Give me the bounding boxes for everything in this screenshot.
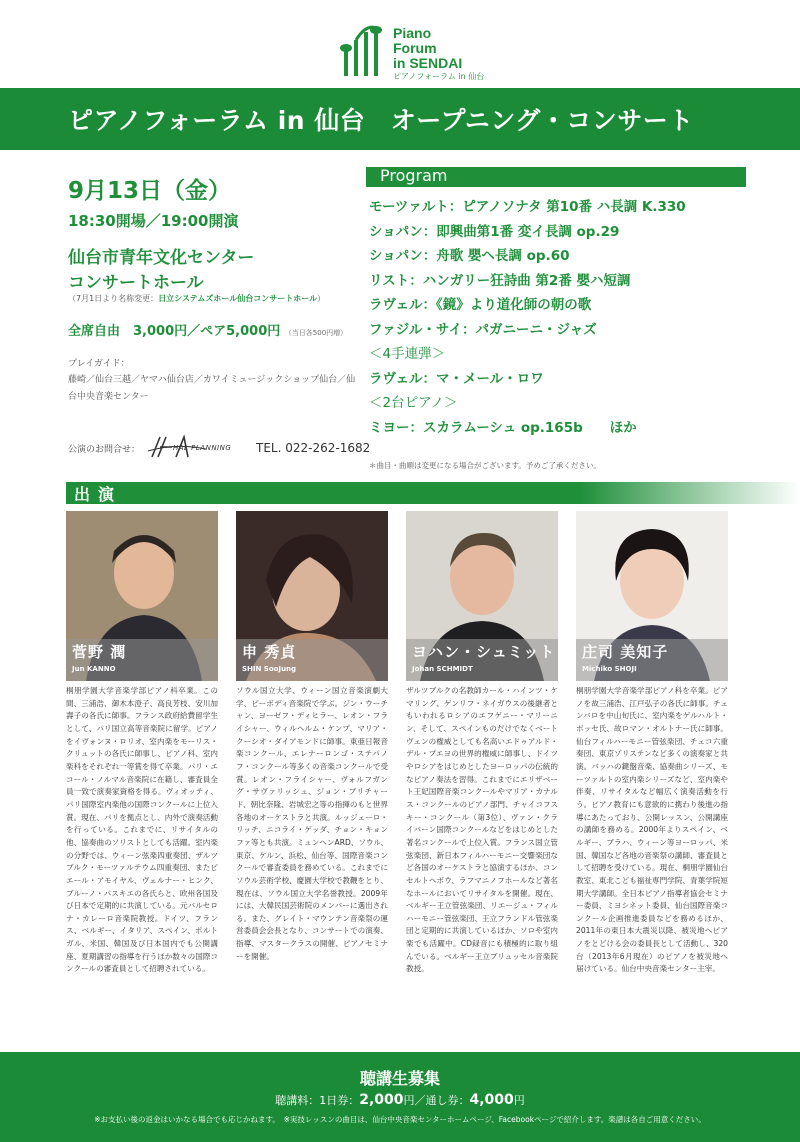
title-banner xyxy=(0,88,800,150)
four-hands-heading: ＜4手連弾＞ xyxy=(369,346,446,362)
cast-heading: 出演 xyxy=(74,485,123,504)
artist-card xyxy=(66,511,218,976)
venue-name: 仙台市青年文化センター xyxy=(68,248,255,268)
venue-rename-note: （7月1日より名称変更：日立システムズホール仙台コンサートホール） xyxy=(68,294,326,303)
artist-photo xyxy=(66,511,218,681)
organizer-name: HAL PLANNING xyxy=(173,444,232,452)
program-item: ショパン：舟歌 嬰ヘ長調 op.60 xyxy=(369,248,570,264)
artist-photo xyxy=(406,511,558,681)
program-list xyxy=(369,195,769,440)
auditor-footer xyxy=(0,1052,800,1142)
program-heading: Program xyxy=(380,166,448,185)
artist-name-jp: 菅野 潤 xyxy=(72,643,127,661)
artist-name-en: Johan SCHMIDT xyxy=(412,665,473,673)
cast-heading-bar xyxy=(66,482,800,504)
artist-bio: ザルツブルクの名教師カール・ハインツ・ケマリング、ゲンリフ・ネイガウスの後継者ともいわれるロシアのエフゲニー・マリーニン、そして、スペインものだけでなくベートヴェンの権威としても名高いエドゥアルド・デル・プエヨの世界的権威に師事し、ドイツやロシアをはじめとしたヨーロッパの伝統的なピアノ奏法を習得。これまでにエリザベート王妃国際音楽コンクールやマリア・カナルス・コンクールのピアノ部門、チャイコフスキー・コンクール（第3位）、ヴァン・クライバーン国際コンクールなどをはじめとした著名コンクールで上位入賞。フランス国立管弦楽団、新日本フィルハーモニー交響楽団など各国のオーケストラと協演するほか、コンセルトヘボウ、ラフマニノフホールなど著名なホールにおいてリサイタルを開催。現在、ベルギー王立管弦楽団、リエージュ・フィルハーモニー管弦楽団、王立フランドル管弦楽団と定期的に共演しているほか、ソロや室内楽でも活躍中。CD録音にも積極的に取り組んでいる。ベルギー王立ブリュッセル音楽院教授。 xyxy=(406,686,558,974)
program-item: ショパン：即興曲第1番 変イ長調 op.29 xyxy=(369,223,620,240)
program-item: ファジル・サイ：パガニーニ・ジャズ xyxy=(369,321,597,338)
event-date: 9月13日（金） xyxy=(68,178,232,204)
artist-card xyxy=(406,511,558,976)
artist-card xyxy=(576,511,728,976)
program-item: ラヴェル：マ・メール・ロワ xyxy=(369,370,544,387)
footer-title: 聴講生募集 xyxy=(359,1069,440,1088)
artist-name-jp: 庄司 美知子 xyxy=(582,643,669,661)
program-heading-bar xyxy=(366,167,746,187)
artist-photo xyxy=(236,511,388,681)
artist-name-jp: 申 秀貞 xyxy=(242,643,297,661)
artist-nameplate xyxy=(576,639,728,681)
program-note: ＊曲目・曲順は変更になる場合がございます。予めご了承ください。 xyxy=(369,461,601,470)
ticket-price: 全席自由 3,000円／ペア5,000円 （当日各500円増） xyxy=(68,324,348,339)
footer-note: ※お支払い後の返金はいかなる場合でも応じかねます。 ※実技レッスンの曲目は、仙台中央音楽センターホームページ、Facebookページで紹介します。楽譜は各自ご用意ください。 xyxy=(94,1115,706,1124)
contact-info xyxy=(68,433,371,463)
contact-label: 公演のお問合せ： xyxy=(68,445,141,455)
artist-bio: ソウル国立大学、ウィーン国立音楽演劇大学、ピーボディ音楽院で学ぶ。ジン・ウーチャン、ヨーゼフ・ディヒラー、レオン・フライシャー、ウィルヘルム・ケンプ、マリア・クーシオ・ダイアモンドに師事。東亜日報音楽コンクール、エレナーロンゴ・ステパノフ・コンクール等多くの音楽コンクールで受賞。レオン・フライシャー、ヴォルフガング・サヴァリッシュ、ジョン・ブリチャード、朝比奈隆、岩城宏之等の指揮のもと世界各地のオーケストラと共演。ルッジェーロ・リッチ、ニコライ・ゲッダ、チョン・キョンファ等とも共演。ミュンヘンARD、ソウル、東京、ケルン、浜松、仙台等、国際音楽コンクールで審査委員を務めている。これまでにソウル芸術学校、慶園大学校で教鞭をとり、現在は、ソウル国立大学名誉教授。2009年には、大韓民国芸術院のメンバーに選出される。また、グレイト・マウンテン音楽祭の運営委員会会長となり、コンサートでの演奏、指導、マスタークラスの開催、ピアノセミナーを開催。 xyxy=(236,686,388,961)
logo-text: Piano Forum in SENDAI xyxy=(393,25,463,71)
artist-bio: 桐朋学園大学音楽学部ピアノ科を卒業。ピアノを故三浦浩、江戸弘子の各氏に師事。チェンバロを中山旬氏に、室内楽をゲルハルト・ボッセ氏、故ロマン・オルトナー氏に師事。仙台フィルハーモニー管弦楽団、チェコ六重奏団、東京ゾリステンなど多くの演奏家と共演。バッハの鍵盤音楽、協奏曲シリーズ、モーツァルトの室内楽シリーズなど、室内楽や伴奏、リサイタルなど幅広く演奏活動を行う。ピアノ教育にも意欲的に携わり後進の指導にあたっており、公開レッスン、公開講座の講師を務める。2000年よりスペイン、ベルギー、ブラハ、ウィーン等ヨーロッパ、米国、韓国など各地の音楽祭の講師、審査員として招聘を受けている。現在、桐朋学園仙台教室、東北こども福祉専門学院、青葉学院短期大学講師。全日本ピアノ指導者協会セミナー委員、ミヨシネット委員、仙台国際音楽コンクール企画推進委員などを務めるほか、2011年の東日本大震災以降、被災地へピアノをとどける会の委員長として活動し、320台（2013年6月現在）のピアノを被災地へ届けている。仙台中央音楽センター主宰。 xyxy=(576,686,728,974)
artist-photo xyxy=(576,511,728,681)
artist-name-jp: ヨハン・シュミット xyxy=(412,643,556,661)
two-pianos-heading: ＜2台ピアノ＞ xyxy=(369,395,458,411)
program-item: モーツァルト：ピアノソナタ 第10番 ハ長調 K.330 xyxy=(369,199,686,215)
artist-name-en: Jun KANNO xyxy=(72,665,116,673)
artist-name-en: Michiko SHOJI xyxy=(582,665,637,673)
artist-nameplate xyxy=(66,639,218,681)
program-item: ミヨー：スカラムーシュ op.165b ほか xyxy=(369,419,637,436)
program-item: リスト：ハンガリー狂詩曲 第2番 嬰ハ短調 xyxy=(369,272,631,289)
artist-name-en: SHIN SooJung xyxy=(242,665,297,673)
page-title: ピアノフォーラム in 仙台 オープニング・コンサート xyxy=(68,106,694,135)
playguide-list: 藤崎／仙台三越／ヤマハ仙台店／カワイミュージックショップ仙台／仙台中央音楽センター xyxy=(68,375,356,402)
venue-hall: コンサートホール xyxy=(68,273,204,293)
event-time: 18:30開場／19:00開演 xyxy=(68,212,239,230)
program-item: ラヴェル：《鏡》より道化師の朝の歌 xyxy=(369,297,592,313)
artist-bio: 桐朋学園大学音楽学部ピアノ科卒業。この間、三浦浩、御木本澄子、高良芳枝、安川加壽子の各氏に師事。フランス政府給費留学生として、パリ国立高等音楽院に留学。ピアノをイヴォンヌ・ロリオ、室内楽をモーリス・クリュットの各氏に師事し、ピアノ科、室内楽科をそれぞれ一等賞を得て卒業。パリ・エコール・ノルマル音楽院に在籍し、審査員全員一致で演奏家資格を得る。ヴィオッティ、パリ国際室内楽他の国際コンクールに上位入賞。現在、パリを拠点とし、内外で演奏活動を行っている。これまでに、リサイタルの他、協奏曲のソリストとしても活躍。室内楽の分野では、ウィーン弦楽四重奏団、ザルツブルク・モーツァルテウム四重奏団、またピエール・アモイヤル、ヴェルナー・ヒンク、ブルーノ・パスキエの各氏らと、欧州各国及び日本で定期的に共演している。元バルセロナ・カレーロ音楽院教授。ドイツ、フランス、ベルギー、イタリア、スペイン、ポルトガル、米国、韓国及び日本国内でも公開講座、夏期講習の指導を行うほか数々の国際コンクールの審査員として招聘されている。 xyxy=(66,686,218,974)
artist-card xyxy=(236,511,388,963)
playguide-label: プレイガイド： xyxy=(68,359,130,369)
artist-nameplate xyxy=(236,639,388,681)
artist-nameplate xyxy=(406,639,558,681)
logo-subtitle: ピアノフォーラム in 仙台 xyxy=(393,72,485,81)
contact-tel: TEL. 022-262-1682 xyxy=(256,441,371,455)
auditor-fee: 聴講料：1日券：2,000円／通し券：4,000円 xyxy=(275,1092,525,1108)
